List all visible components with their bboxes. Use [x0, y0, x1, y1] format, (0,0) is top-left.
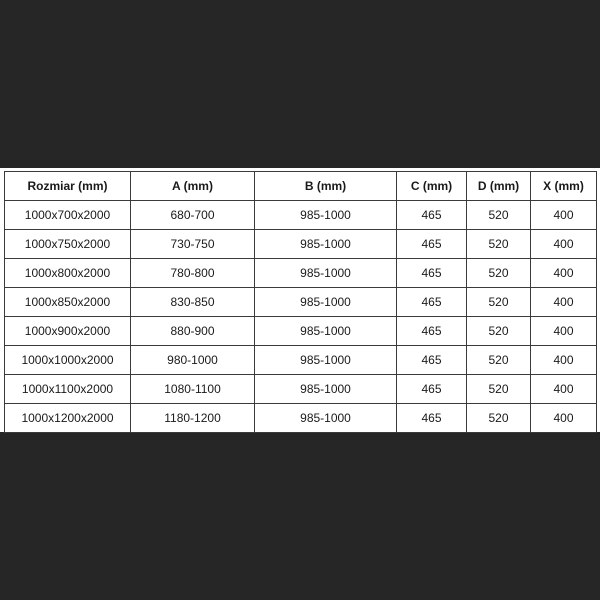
cell-a: 830-850 [131, 288, 255, 317]
cell-rozmiar: 1000x1200x2000 [5, 404, 131, 433]
table-row [5, 259, 597, 288]
cell-b: 985-1000 [255, 404, 397, 433]
cell-a: 730-750 [131, 230, 255, 259]
cell-b: 985-1000 [255, 346, 397, 375]
cell-b: 985-1000 [255, 230, 397, 259]
table-row [5, 288, 597, 317]
cell-d: 520 [467, 317, 531, 346]
cell-d: 520 [467, 288, 531, 317]
table-row [5, 201, 597, 230]
cell-x: 400 [531, 346, 597, 375]
cell-c: 465 [397, 346, 467, 375]
header-a: A (mm) [131, 172, 255, 201]
cell-a: 880-900 [131, 317, 255, 346]
cell-rozmiar: 1000x800x2000 [5, 259, 131, 288]
cell-c: 465 [397, 201, 467, 230]
dimensions-table [4, 171, 597, 433]
cell-c: 465 [397, 404, 467, 433]
cell-a: 780-800 [131, 259, 255, 288]
cell-x: 400 [531, 230, 597, 259]
cell-b: 985-1000 [255, 201, 397, 230]
table-row [5, 317, 597, 346]
cell-a: 1080-1100 [131, 375, 255, 404]
cell-x: 400 [531, 404, 597, 433]
cell-x: 400 [531, 375, 597, 404]
cell-b: 985-1000 [255, 375, 397, 404]
cell-b: 985-1000 [255, 259, 397, 288]
cell-d: 520 [467, 230, 531, 259]
table-panel [0, 168, 600, 432]
cell-d: 520 [467, 346, 531, 375]
cell-x: 400 [531, 201, 597, 230]
cell-c: 465 [397, 230, 467, 259]
table-row [5, 375, 597, 404]
header-rozmiar: Rozmiar (mm) [5, 172, 131, 201]
cell-rozmiar: 1000x750x2000 [5, 230, 131, 259]
cell-c: 465 [397, 288, 467, 317]
cell-b: 985-1000 [255, 288, 397, 317]
cell-a: 680-700 [131, 201, 255, 230]
cell-rozmiar: 1000x1000x2000 [5, 346, 131, 375]
table-row [5, 404, 597, 433]
cell-c: 465 [397, 259, 467, 288]
header-b: B (mm) [255, 172, 397, 201]
table-row [5, 230, 597, 259]
cell-rozmiar: 1000x850x2000 [5, 288, 131, 317]
cell-d: 520 [467, 201, 531, 230]
cell-d: 520 [467, 404, 531, 433]
cell-rozmiar: 1000x900x2000 [5, 317, 131, 346]
cell-a: 1180-1200 [131, 404, 255, 433]
cell-x: 400 [531, 288, 597, 317]
header-c: C (mm) [397, 172, 467, 201]
header-x: X (mm) [531, 172, 597, 201]
cell-rozmiar: 1000x1100x2000 [5, 375, 131, 404]
cell-d: 520 [467, 375, 531, 404]
cell-c: 465 [397, 375, 467, 404]
header-d: D (mm) [467, 172, 531, 201]
cell-rozmiar: 1000x700x2000 [5, 201, 131, 230]
cell-a: 980-1000 [131, 346, 255, 375]
cell-b: 985-1000 [255, 317, 397, 346]
cell-c: 465 [397, 317, 467, 346]
cell-x: 400 [531, 317, 597, 346]
cell-x: 400 [531, 259, 597, 288]
table-header-row [5, 172, 597, 201]
cell-d: 520 [467, 259, 531, 288]
table-row [5, 346, 597, 375]
